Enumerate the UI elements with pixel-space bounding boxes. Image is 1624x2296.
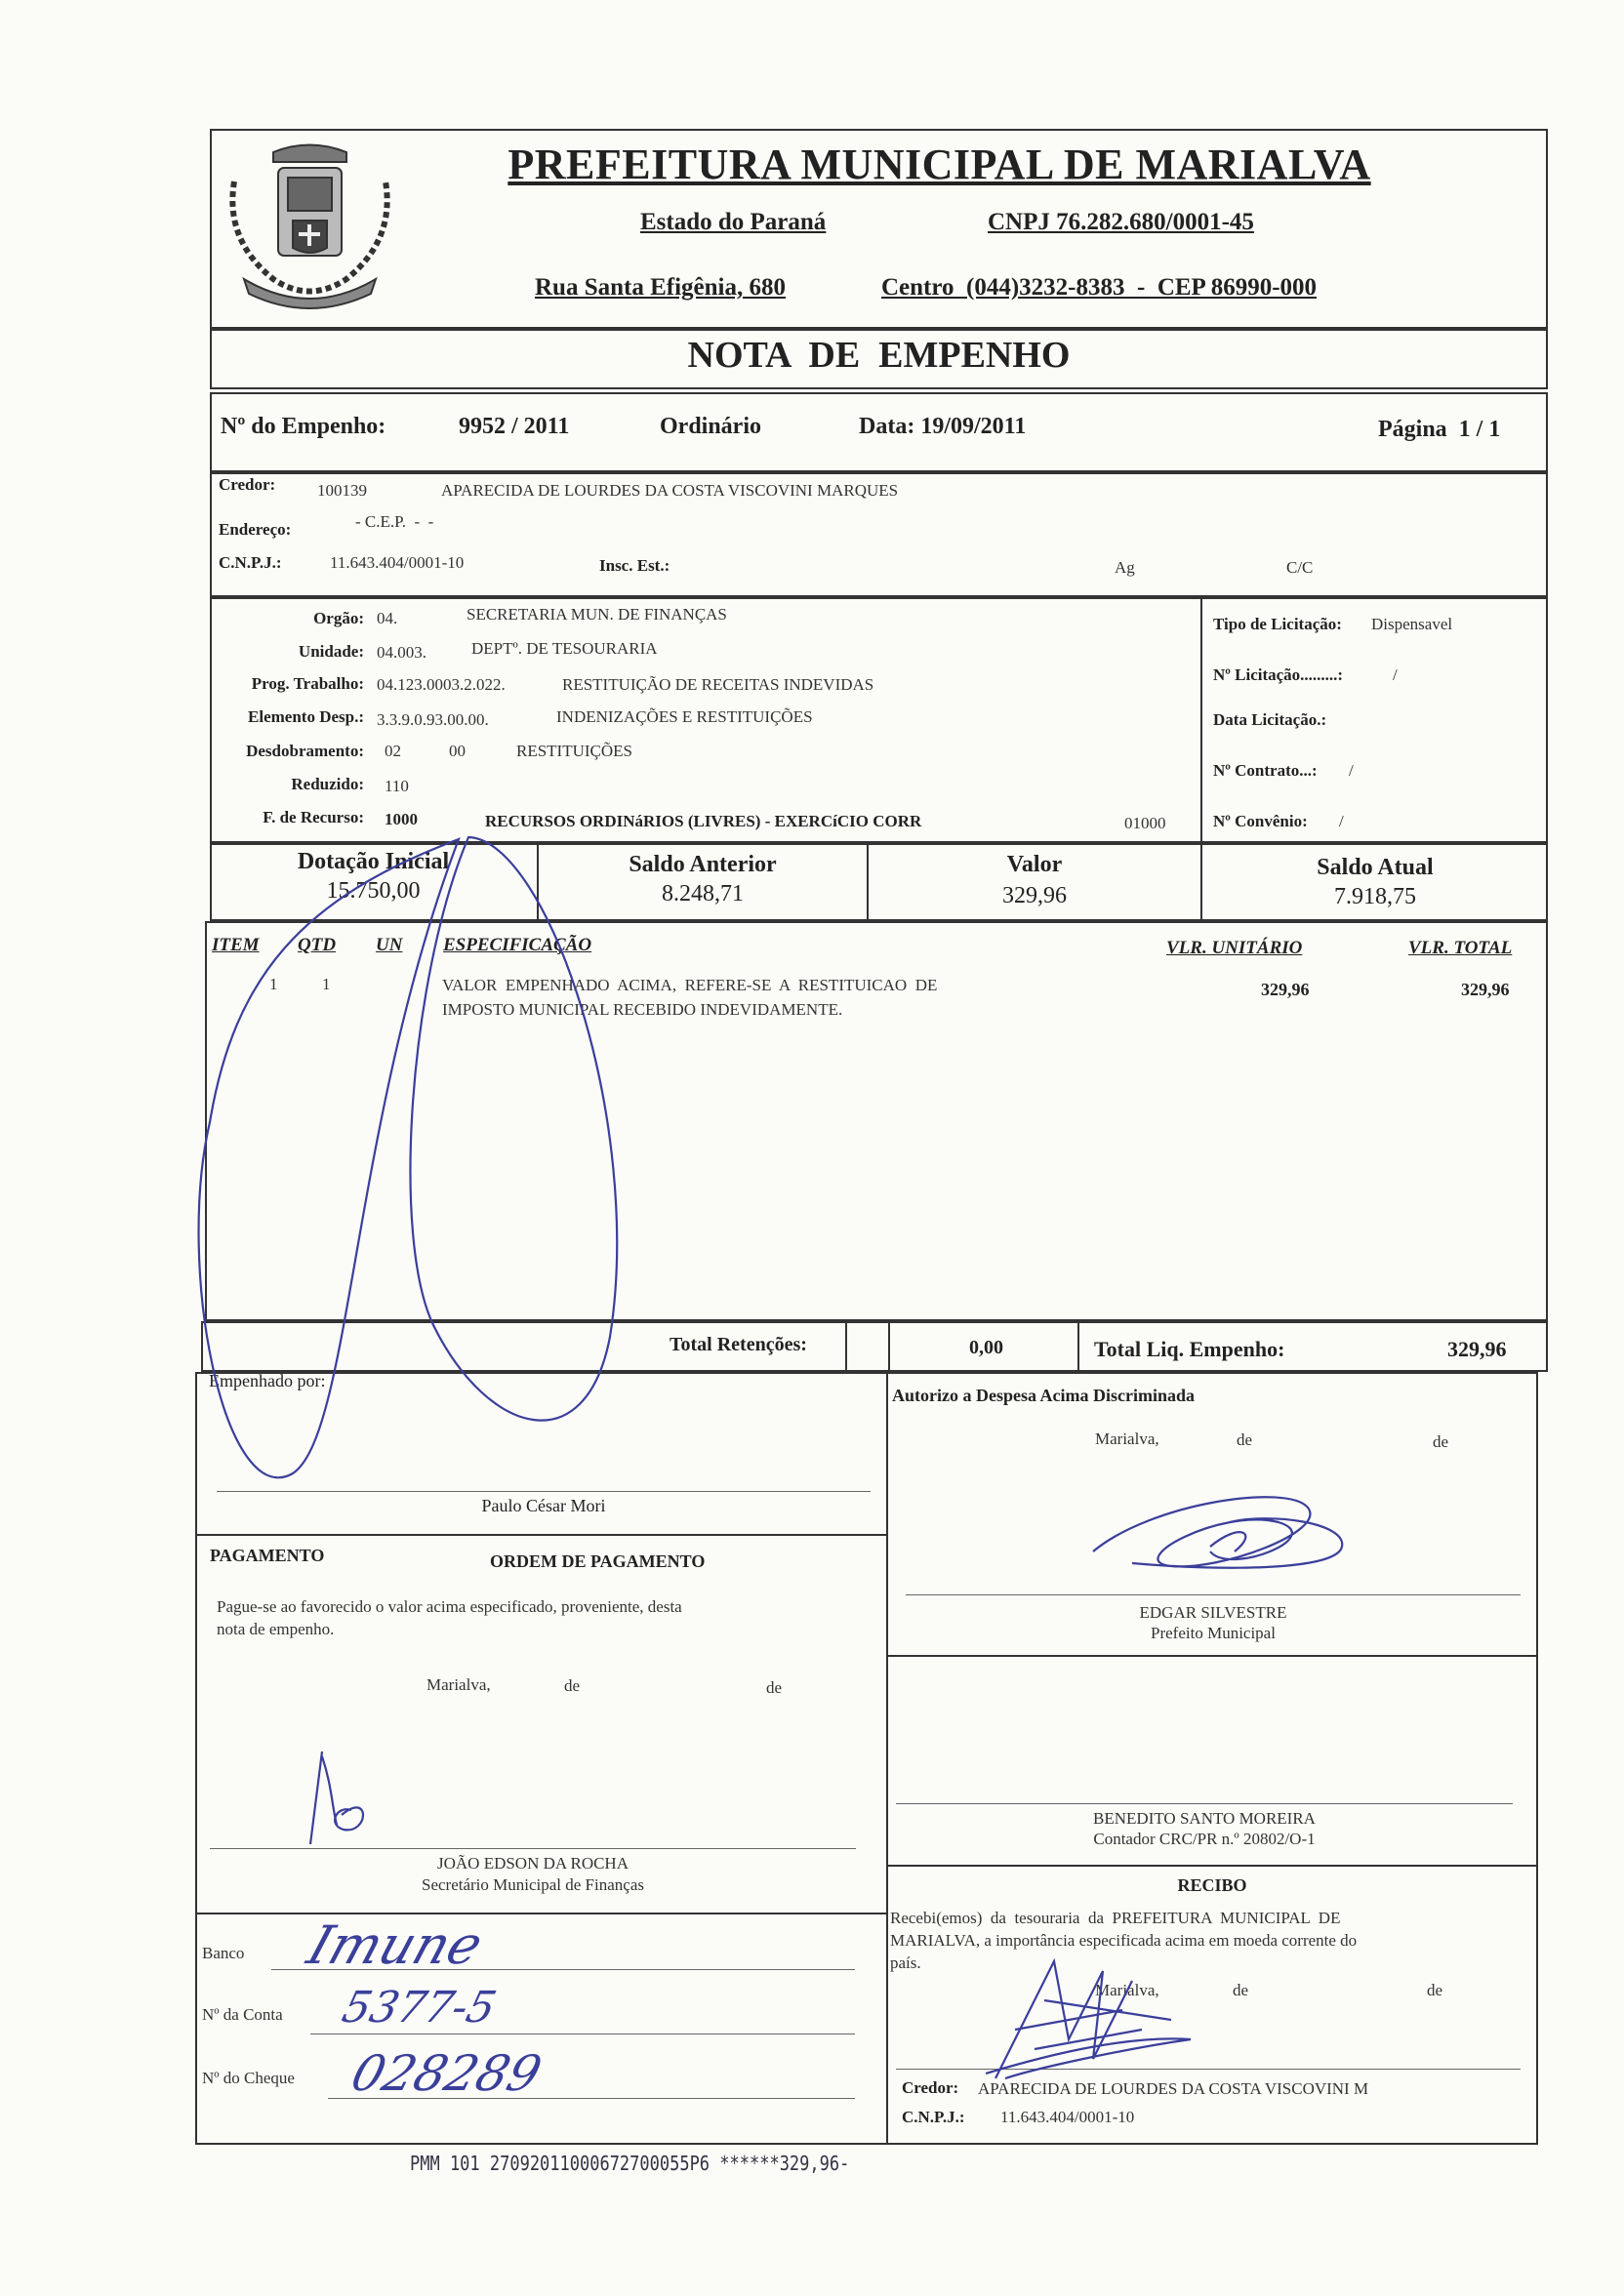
elem-label: Elemento Desp.: <box>248 707 364 726</box>
cheque-value-handwritten: 028289 <box>345 2045 548 2102</box>
empenho-type: Ordinário <box>660 414 762 439</box>
pagamento-city: Marialva, <box>426 1675 491 1694</box>
pagamento-de1: de <box>564 1676 581 1695</box>
banco-label: Banco <box>202 1944 245 1962</box>
row-esp-line2: IMPOSTO MUNICIPAL RECEBIDO INDEVIDAMENTE. <box>442 1000 843 1019</box>
credor-code: 100139 <box>317 481 367 500</box>
desd-code: 02 <box>385 742 401 760</box>
empenho-number: 9952 / 2011 <box>459 414 570 439</box>
orgao-desc: SECRETARIA MUN. DE FINANÇAS <box>467 605 727 624</box>
recibo-de2: de <box>1427 1981 1443 1999</box>
row-esp-line1: VALOR EMPENHADO ACIMA, REFERE-SE A RESTITUICAO DE <box>442 976 938 994</box>
anterior-value: 8.248,71 <box>662 881 744 906</box>
credor-name: APARECIDA DE LOURDES DA COSTA VISCOVINI MARQUES <box>441 481 899 500</box>
desd-label: Desdobramento: <box>246 742 364 760</box>
cnpj-value: 11.643.404/0001-10 <box>330 553 465 572</box>
header-cnpj: CNPJ 76.282.680/0001-45 <box>988 209 1254 235</box>
header-state: Estado do Paraná <box>640 209 827 235</box>
autorizo-de1: de <box>1237 1430 1253 1449</box>
doc-title: NOTA DE EMPENHO <box>687 335 1071 376</box>
licit-num-value: / <box>1393 665 1398 684</box>
conta-label: Nº da Conta <box>202 2005 283 2024</box>
recibo-cnpj-value: 11.643.404/0001-10 <box>1000 2108 1135 2126</box>
insc-label: Insc. Est.: <box>599 556 670 575</box>
contador-role: Contador CRC/PR n.º 20802/O-1 <box>1093 1830 1316 1848</box>
row-vt: 329,96 <box>1461 980 1510 999</box>
header-title: PREFEITURA MUNICIPAL DE MARIALVA <box>508 141 1371 188</box>
recibo-text2: MARIALVA, a importância especificada acima em moeda corrente do <box>890 1931 1358 1950</box>
cc-label: C/C <box>1286 558 1314 577</box>
prog-code: 04.123.0003.2.022. <box>377 675 506 694</box>
recibo-credor-value: APARECIDA DE LOURDES DA COSTA VISCOVINI M <box>978 2079 1369 2098</box>
endereco-value: - C.E.P. - - <box>355 512 434 531</box>
valor-label: Valor <box>1006 852 1063 877</box>
recibo-cnpj-label: C.N.P.J.: <box>902 2108 965 2126</box>
cheque-label: Nº do Cheque <box>202 2069 295 2087</box>
recibo-credor-label: Credor: <box>902 2078 959 2097</box>
recibo-text1: Recebi(emos) da tesouraria da PREFEITURA MUNICIPAL DE <box>890 1909 1341 1927</box>
empenhado-name: Paulo César Mori <box>481 1496 606 1515</box>
desd-code2: 00 <box>449 742 466 760</box>
orgao-label: Orgão: <box>313 609 364 627</box>
banco-value-handwritten: Imune <box>300 1914 491 1976</box>
atual-label: Saldo Atual <box>1317 855 1434 880</box>
recibo-city: Marialva, <box>1095 1981 1159 1999</box>
footer-code: PMM 101 27092011000672700055P6 ******329,96- <box>410 2153 850 2176</box>
pagamento-label: PAGAMENTO <box>210 1546 325 1565</box>
rec-num: 01000 <box>1124 814 1166 832</box>
prog-desc: RESTITUIÇÃO DE RECEITAS INDEVIDAS <box>562 675 874 694</box>
licit-contrato-value: / <box>1349 761 1354 780</box>
atual-value: 7.918,75 <box>1334 884 1416 909</box>
autorizo-city: Marialva, <box>1095 1430 1159 1448</box>
empenho-label: Nº do Empenho: <box>221 414 386 439</box>
licit-num-label: Nº Licitação.........: <box>1213 665 1344 684</box>
licit-convenio-value: / <box>1339 812 1344 830</box>
totais-box <box>201 1321 1548 1372</box>
dotacao-value: 15.750,00 <box>326 878 421 904</box>
cnpj-label: C.N.P.J.: <box>219 553 282 572</box>
licit-tipo-label: Tipo de Licitação: <box>1213 615 1342 633</box>
unidade-code: 04.003. <box>377 643 426 662</box>
ret-label: Total Retenções: <box>670 1334 807 1355</box>
col-qtd: QTD <box>298 935 337 955</box>
col-un: UN <box>376 935 403 955</box>
autorizo-label: Autorizo a Despesa Acima Discriminada <box>892 1386 1195 1405</box>
autorizo-name: EDGAR SILVESTRE <box>1139 1603 1287 1622</box>
autorizo-de2: de <box>1433 1432 1449 1451</box>
red-label: Reduzido: <box>291 775 364 793</box>
contador-name: BENEDITO SANTO MOREIRA <box>1093 1809 1316 1828</box>
licit-tipo-value: Dispensavel <box>1371 615 1453 633</box>
desd-desc: RESTITUIÇÕES <box>516 742 632 760</box>
coat-of-arms-icon <box>215 133 405 323</box>
orgao-code: 04. <box>377 609 398 627</box>
ag-label: Ag <box>1115 558 1135 577</box>
elem-desc: INDENIZAÇÕES E RESTITUIÇÕES <box>556 707 813 726</box>
conta-value-handwritten: 5377-5 <box>337 1983 502 2033</box>
endereco-label: Endereço: <box>219 520 292 539</box>
row-item: 1 <box>269 975 278 993</box>
row-qtd: 1 <box>322 975 331 993</box>
col-vt: VLR. TOTAL <box>1408 938 1513 958</box>
recibo-label: RECIBO <box>1177 1875 1247 1895</box>
pagamento-text2: nota de empenho. <box>217 1620 335 1638</box>
pagamento-text1: Pague-se ao favorecido o valor acima especificado, proveniente, desta <box>217 1597 682 1616</box>
pagamento-ordem: ORDEM DE PAGAMENTO <box>490 1551 706 1571</box>
pagamento-role: Secretário Municipal de Finanças <box>421 1875 644 1894</box>
row-vu: 329,96 <box>1261 980 1310 999</box>
autorizo-role: Prefeito Municipal <box>1151 1624 1276 1642</box>
pagamento-name: JOÃO EDSON DA ROCHA <box>437 1854 629 1873</box>
unidade-desc: DEPTº. DE TESOURARIA <box>471 639 658 658</box>
valor-value: 329,96 <box>1002 883 1067 908</box>
licit-data-label: Data Licitação.: <box>1213 710 1327 729</box>
col-vu: VLR. UNITÁRIO <box>1166 938 1303 958</box>
empenhado-label: Empenhado por: <box>209 1371 326 1390</box>
rec-label: F. de Recurso: <box>263 808 364 826</box>
red-code: 110 <box>385 777 409 795</box>
elem-code: 3.3.9.0.93.00.00. <box>377 710 489 729</box>
recibo-text3: país. <box>890 1954 921 1972</box>
recibo-de1: de <box>1233 1981 1249 1999</box>
col-esp: ESPECIFICAÇÃO <box>443 935 592 955</box>
header-district: Centro (044)3232-8383 - CEP 86990-000 <box>881 274 1318 301</box>
rec-desc: RECURSOS ORDINáRIOS (LIVRES) - EXERCíCIO CORR <box>485 812 922 830</box>
credor-label: Credor: <box>219 475 276 494</box>
pagamento-de2: de <box>766 1678 783 1697</box>
unidade-label: Unidade: <box>298 642 364 661</box>
liq-value: 329,96 <box>1447 1337 1507 1361</box>
col-item: ITEM <box>212 935 260 955</box>
header-address: Rua Santa Efigênia, 680 <box>535 274 786 301</box>
ret-value: 0,00 <box>969 1337 1003 1358</box>
licit-contrato-label: Nº Contrato...: <box>1213 761 1318 780</box>
empenho-page: Página 1 / 1 <box>1378 417 1501 442</box>
prog-label: Prog. Trabalho: <box>251 674 364 693</box>
rec-code: 1000 <box>385 810 418 828</box>
empenho-date: Data: 19/09/2011 <box>859 414 1027 439</box>
anterior-label: Saldo Anterior <box>629 852 777 877</box>
licit-convenio-label: Nº Convênio: <box>1213 812 1308 830</box>
dotacao-label: Dotação Inicial <box>297 849 450 874</box>
liq-label: Total Liq. Empenho: <box>1094 1337 1285 1361</box>
